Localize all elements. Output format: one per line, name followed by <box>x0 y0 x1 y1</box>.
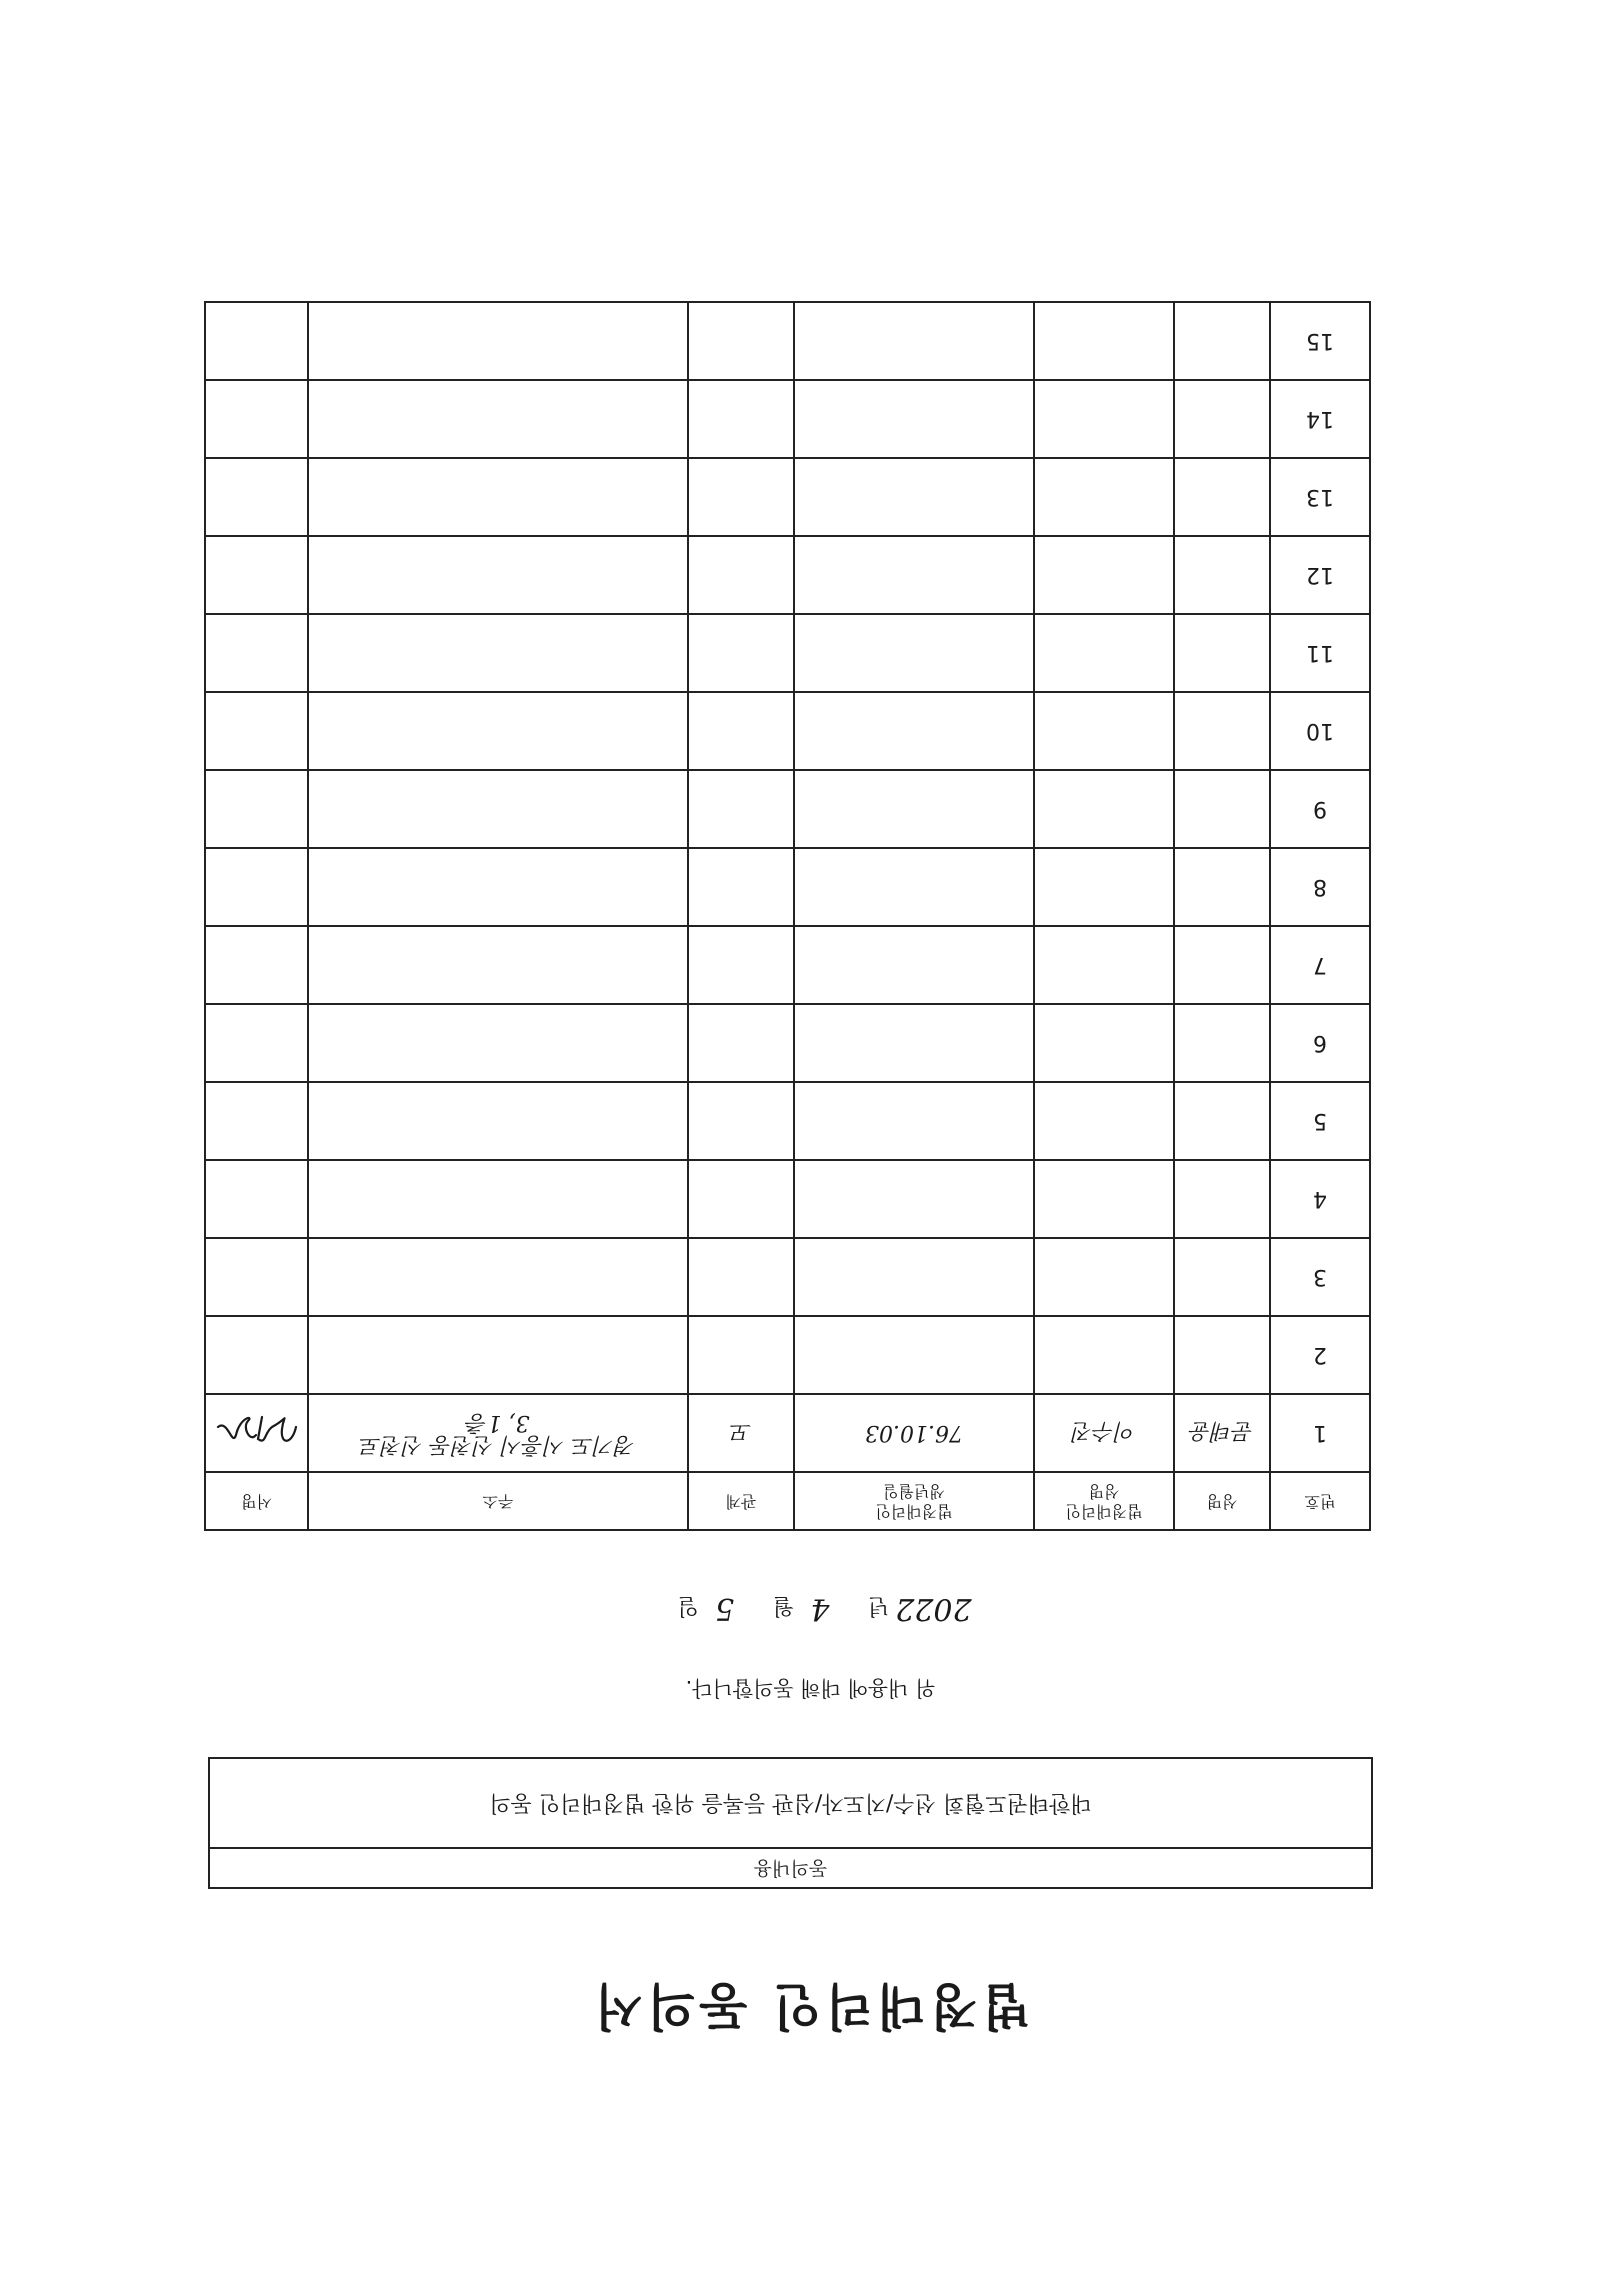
date-day: 5 <box>715 1591 735 1626</box>
row-address-line2: 3, 1층 <box>466 1410 530 1435</box>
row-name <box>1174 848 1270 926</box>
table-row <box>205 302 1370 380</box>
agreement-statement: 위 내용에 대해 동의합니다. <box>685 1676 936 1700</box>
row-number: 5 <box>1270 1082 1370 1160</box>
table-header-row <box>205 1472 1370 1530</box>
date-year: 2022 <box>895 1591 972 1626</box>
row-guardian-birth <box>794 1082 1034 1160</box>
document-title: 법정대리인 동의서 <box>590 1977 1031 2035</box>
row-name <box>1174 1160 1270 1238</box>
row-guardian-name: 이수진 <box>1034 1394 1174 1472</box>
table-row <box>205 1004 1370 1082</box>
header-relation: 관계 <box>688 1472 794 1530</box>
row-guardian-birth <box>794 1238 1034 1316</box>
row-address <box>308 1160 688 1238</box>
header-guardian-birth-line2: 생년월일 <box>883 1482 945 1501</box>
row-name <box>1174 1082 1270 1160</box>
row-name <box>1174 536 1270 614</box>
row-signature <box>205 1160 308 1238</box>
table-row <box>205 1238 1370 1316</box>
row-number: 11 <box>1270 614 1370 692</box>
row-address-line1: 경기도 시흥시 신천동 신천로 <box>360 1432 637 1457</box>
row-number: 15 <box>1270 302 1370 380</box>
row-signature <box>205 614 308 692</box>
date-year-unit: 년 <box>867 1593 890 1618</box>
row-relation <box>688 458 794 536</box>
row-address <box>308 1316 688 1394</box>
row-name <box>1174 302 1270 380</box>
table-row <box>205 692 1370 770</box>
table-row <box>205 1082 1370 1160</box>
row-signature <box>205 380 308 458</box>
row-address <box>308 692 688 770</box>
row-address <box>308 1238 688 1316</box>
guardian-table-body <box>205 302 1370 1472</box>
row-signature <box>205 848 308 926</box>
row-guardian-name <box>1034 536 1174 614</box>
row-address <box>308 770 688 848</box>
consent-content-text: 대한태권도협회 선수/지도자/심판 등록을 위한 법정대리인 동의 <box>489 1790 1092 1815</box>
row-address <box>308 614 688 692</box>
guardian-table <box>204 301 1371 1531</box>
row-relation <box>688 380 794 458</box>
header-no: 번호 <box>1270 1472 1370 1530</box>
row-guardian-name <box>1034 848 1174 926</box>
row-guardian-birth <box>794 692 1034 770</box>
row-address <box>308 302 688 380</box>
consent-content-box <box>208 1757 1373 1889</box>
row-signature <box>205 458 308 536</box>
row-relation <box>688 1238 794 1316</box>
row-guardian-birth <box>794 380 1034 458</box>
row-number: 6 <box>1270 1004 1370 1082</box>
table-row <box>205 1316 1370 1394</box>
table-row <box>205 1394 1370 1472</box>
row-relation <box>688 926 794 1004</box>
row-guardian-name <box>1034 1238 1174 1316</box>
row-name <box>1174 1238 1270 1316</box>
row-guardian-birth <box>794 536 1034 614</box>
table-row <box>205 848 1370 926</box>
row-signature <box>205 926 308 1004</box>
row-name <box>1174 614 1270 692</box>
row-guardian-birth <box>794 458 1034 536</box>
row-signature <box>205 536 308 614</box>
row-signature <box>205 1082 308 1160</box>
row-name <box>1174 458 1270 536</box>
row-number: 3 <box>1270 1238 1370 1316</box>
table-row <box>205 614 1370 692</box>
row-guardian-birth <box>794 302 1034 380</box>
row-number: 14 <box>1270 380 1370 458</box>
row-guardian-birth <box>794 848 1034 926</box>
table-row <box>205 458 1370 536</box>
row-address <box>308 1004 688 1082</box>
row-signature <box>205 1394 308 1472</box>
row-guardian-birth <box>794 1316 1034 1394</box>
row-number: 7 <box>1270 926 1370 1004</box>
row-number: 12 <box>1270 536 1370 614</box>
row-name <box>1174 1004 1270 1082</box>
table-row <box>205 380 1370 458</box>
row-address <box>308 536 688 614</box>
row-guardian-name <box>1034 1082 1174 1160</box>
header-guardian-birth-line1: 법정대리인 <box>875 1502 953 1521</box>
consent-content-header: 동의내용 <box>210 1847 1371 1887</box>
row-signature <box>205 1238 308 1316</box>
row-number: 2 <box>1270 1316 1370 1394</box>
row-guardian-name <box>1034 770 1174 848</box>
row-number: 9 <box>1270 770 1370 848</box>
row-name: 문태윤 <box>1174 1394 1270 1472</box>
row-guardian-birth: 76.10.03 <box>794 1394 1034 1472</box>
row-relation: 모 <box>688 1394 794 1472</box>
row-guardian-birth <box>794 926 1034 1004</box>
row-number: 1 <box>1270 1394 1370 1472</box>
header-name: 성명 <box>1174 1472 1270 1530</box>
row-guardian-name <box>1034 926 1174 1004</box>
row-guardian-name <box>1034 692 1174 770</box>
table-row <box>205 770 1370 848</box>
row-relation <box>688 302 794 380</box>
row-signature <box>205 692 308 770</box>
row-guardian-name <box>1034 1316 1174 1394</box>
row-relation <box>688 1004 794 1082</box>
row-name <box>1174 380 1270 458</box>
row-address <box>308 380 688 458</box>
row-number: 10 <box>1270 692 1370 770</box>
date-month: 4 <box>810 1591 830 1626</box>
row-relation <box>688 1082 794 1160</box>
row-relation <box>688 770 794 848</box>
row-guardian-birth <box>794 1004 1034 1082</box>
row-guardian-birth <box>794 770 1034 848</box>
signing-date <box>0 1591 1621 1626</box>
row-guardian-birth <box>794 614 1034 692</box>
header-guardian-name-line1: 법정대리인 <box>1065 1502 1143 1521</box>
row-signature <box>205 1004 308 1082</box>
header-guardian-name <box>1034 1472 1174 1530</box>
handwritten-signature <box>211 1409 303 1457</box>
header-guardian-name-line2: 성명 <box>1088 1482 1120 1501</box>
row-name <box>1174 926 1270 1004</box>
row-guardian-name <box>1034 1004 1174 1082</box>
row-address <box>308 926 688 1004</box>
row-relation <box>688 536 794 614</box>
header-guardian-birth <box>794 1472 1034 1530</box>
row-address <box>308 458 688 536</box>
row-address <box>308 1394 688 1472</box>
row-name <box>1174 692 1270 770</box>
row-relation <box>688 692 794 770</box>
row-signature <box>205 1316 308 1394</box>
row-guardian-name <box>1034 458 1174 536</box>
row-relation <box>688 614 794 692</box>
row-number: 8 <box>1270 848 1370 926</box>
row-guardian-birth <box>794 1160 1034 1238</box>
row-name <box>1174 1316 1270 1394</box>
date-day-unit: 일 <box>677 1593 699 1618</box>
row-relation <box>688 1160 794 1238</box>
header-signature: 서명 <box>205 1472 308 1530</box>
row-name <box>1174 770 1270 848</box>
row-guardian-name <box>1034 302 1174 380</box>
table-row <box>205 1160 1370 1238</box>
header-address: 주소 <box>308 1472 688 1530</box>
row-number: 13 <box>1270 458 1370 536</box>
row-signature <box>205 302 308 380</box>
date-month-unit: 월 <box>772 1593 794 1618</box>
row-guardian-name <box>1034 614 1174 692</box>
row-relation <box>688 1316 794 1394</box>
row-number: 4 <box>1270 1160 1370 1238</box>
table-row <box>205 536 1370 614</box>
row-address <box>308 1082 688 1160</box>
row-guardian-name <box>1034 380 1174 458</box>
row-guardian-name <box>1034 1160 1174 1238</box>
table-row <box>205 926 1370 1004</box>
row-relation <box>688 848 794 926</box>
row-address <box>308 848 688 926</box>
row-signature <box>205 770 308 848</box>
